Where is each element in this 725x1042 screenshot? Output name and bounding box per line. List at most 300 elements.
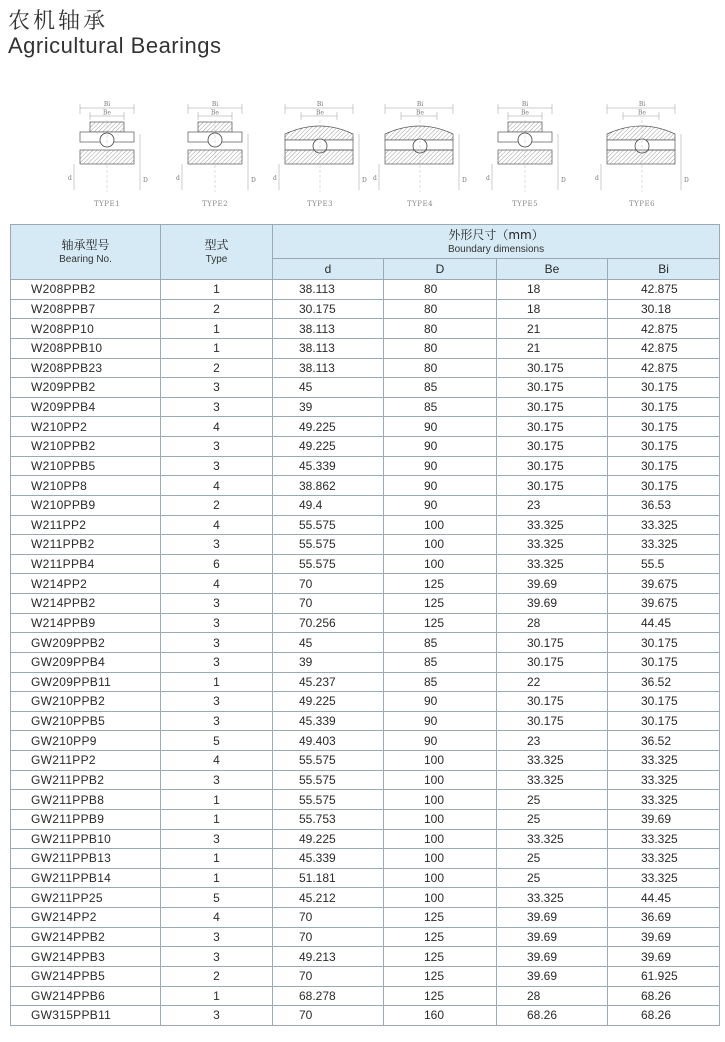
dim-label-bi: Bi	[103, 101, 111, 108]
table-row	[11, 1006, 720, 1026]
table-row	[11, 829, 720, 849]
cell-type: 3	[161, 711, 273, 731]
table-row	[11, 594, 720, 614]
cell-D: 125	[384, 908, 497, 928]
cell-bearing-no: W214PP2	[11, 574, 161, 594]
table-row	[11, 554, 720, 574]
table-row	[11, 574, 720, 594]
diagram-caption: TYPE2	[201, 200, 229, 208]
cell-Be: 30.175	[497, 652, 608, 672]
cell-bearing-no: W208PPB23	[11, 358, 161, 378]
dim-label-bi: Bi	[638, 101, 646, 108]
cell-type: 1	[161, 672, 273, 692]
cell-d: 39	[273, 397, 384, 417]
dim-label-be: Be	[416, 109, 424, 117]
cell-Bi: 33.325	[608, 515, 720, 535]
cell-d: 55.575	[273, 770, 384, 790]
cell-D: 85	[384, 397, 497, 417]
cell-D: 85	[384, 652, 497, 672]
cell-D: 100	[384, 809, 497, 829]
cell-Bi: 44.45	[608, 613, 720, 633]
cell-D: 125	[384, 594, 497, 614]
cell-bearing-no: GW214PPB3	[11, 947, 161, 967]
cell-bearing-no: W211PPB4	[11, 554, 161, 574]
dim-label-bi: Bi	[211, 101, 219, 108]
table-row	[11, 947, 720, 967]
cell-d: 45.237	[273, 672, 384, 692]
cell-D: 80	[384, 338, 497, 358]
cell-d: 70	[273, 966, 384, 986]
cell-type: 3	[161, 1006, 273, 1026]
cell-Bi: 42.875	[608, 358, 720, 378]
bearing-table	[10, 224, 720, 1026]
cell-bearing-no: GW210PP9	[11, 731, 161, 751]
bearing-table-body	[11, 280, 720, 1026]
cell-d: 68.278	[273, 986, 384, 1006]
cell-Be: 18	[497, 280, 608, 300]
cell-type: 1	[161, 868, 273, 888]
dim-label-d: d	[486, 175, 490, 182]
cell-Be: 28	[497, 986, 608, 1006]
table-row	[11, 613, 720, 633]
table-row	[11, 888, 720, 908]
cell-D: 90	[384, 495, 497, 515]
cell-type: 3	[161, 613, 273, 633]
dim-label-be: Be	[316, 109, 324, 117]
cell-bearing-no: W210PP2	[11, 417, 161, 437]
cell-D: 90	[384, 711, 497, 731]
cell-D: 100	[384, 515, 497, 535]
cell-Bi: 30.175	[608, 652, 720, 672]
cell-D: 125	[384, 986, 497, 1006]
cell-D: 85	[384, 672, 497, 692]
cell-D: 125	[384, 613, 497, 633]
cell-Bi: 30.175	[608, 397, 720, 417]
cell-Bi: 44.45	[608, 888, 720, 908]
cell-bearing-no: GW211PPB9	[11, 809, 161, 829]
cell-type: 3	[161, 947, 273, 967]
cell-D: 100	[384, 888, 497, 908]
cell-bearing-no: GW214PP2	[11, 908, 161, 928]
cell-D: 100	[384, 535, 497, 555]
cell-type: 1	[161, 809, 273, 829]
cell-bearing-no: W210PPB2	[11, 437, 161, 457]
cell-D: 80	[384, 358, 497, 378]
cell-d: 70	[273, 574, 384, 594]
cell-type: 3	[161, 437, 273, 457]
bearing-type-diagram	[480, 100, 570, 215]
bearing-type-diagram	[62, 100, 152, 215]
table-row	[11, 397, 720, 417]
diagram-caption: TYPE6	[628, 200, 656, 208]
table-row	[11, 809, 720, 829]
cell-bearing-no: W211PPB2	[11, 535, 161, 555]
cell-Be: 30.175	[497, 692, 608, 712]
cell-Be: 30.175	[497, 417, 608, 437]
table-row	[11, 515, 720, 535]
cell-D: 90	[384, 731, 497, 751]
cell-Bi: 33.325	[608, 790, 720, 810]
header-bearing-no: 轴承型号 Bearing No.	[11, 225, 161, 280]
cell-Bi: 36.53	[608, 495, 720, 515]
cell-D: 160	[384, 1006, 497, 1026]
cell-d: 55.575	[273, 751, 384, 771]
dim-label-D: D	[143, 177, 148, 184]
table-row	[11, 378, 720, 398]
cell-Bi: 30.175	[608, 437, 720, 457]
cell-type: 3	[161, 594, 273, 614]
cell-D: 125	[384, 927, 497, 947]
cell-type: 5	[161, 888, 273, 908]
cell-Be: 33.325	[497, 829, 608, 849]
cell-D: 90	[384, 417, 497, 437]
cell-type: 1	[161, 849, 273, 869]
dim-label-bi: Bi	[316, 101, 324, 108]
cell-d: 45.212	[273, 888, 384, 908]
cell-Bi: 36.52	[608, 731, 720, 751]
cell-D: 90	[384, 437, 497, 457]
cell-Bi: 39.675	[608, 594, 720, 614]
cell-Be: 39.69	[497, 594, 608, 614]
dim-label-be: Be	[638, 109, 646, 117]
cell-bearing-no: GW209PPB4	[11, 652, 161, 672]
cell-type: 3	[161, 692, 273, 712]
cell-D: 80	[384, 319, 497, 339]
cell-bearing-no: GW211PPB13	[11, 849, 161, 869]
cell-d: 55.575	[273, 515, 384, 535]
cell-Be: 30.175	[497, 397, 608, 417]
cell-Be: 33.325	[497, 515, 608, 535]
cell-D: 125	[384, 574, 497, 594]
cell-Bi: 30.175	[608, 633, 720, 653]
table-row	[11, 417, 720, 437]
cell-d: 38.113	[273, 280, 384, 300]
cell-bearing-no: GW315PPB11	[11, 1006, 161, 1026]
cell-bearing-no: GW214PPB2	[11, 927, 161, 947]
dim-label-d: d	[273, 175, 277, 182]
cell-D: 100	[384, 868, 497, 888]
cell-bearing-no: W208PPB2	[11, 280, 161, 300]
table-row	[11, 456, 720, 476]
table-row	[11, 966, 720, 986]
cell-bearing-no: W211PP2	[11, 515, 161, 535]
cell-d: 45	[273, 378, 384, 398]
cell-D: 85	[384, 633, 497, 653]
cell-Be: 25	[497, 809, 608, 829]
cell-d: 49.213	[273, 947, 384, 967]
cell-d: 49.225	[273, 417, 384, 437]
cell-Be: 33.325	[497, 554, 608, 574]
cell-bearing-no: GW210PPB5	[11, 711, 161, 731]
cell-d: 38.113	[273, 319, 384, 339]
cell-bearing-no: GW209PPB2	[11, 633, 161, 653]
dim-label-D: D	[684, 177, 689, 184]
table-row	[11, 908, 720, 928]
cell-D: 100	[384, 829, 497, 849]
cell-type: 3	[161, 652, 273, 672]
cell-Be: 21	[497, 338, 608, 358]
header-type: 型式 Type	[161, 225, 273, 280]
cell-d: 49.225	[273, 829, 384, 849]
cell-d: 38.862	[273, 476, 384, 496]
table-row	[11, 299, 720, 319]
table-row	[11, 711, 720, 731]
cell-type: 2	[161, 495, 273, 515]
cell-type: 2	[161, 299, 273, 319]
header-d: d	[273, 259, 384, 280]
cell-type: 1	[161, 986, 273, 1006]
cell-Bi: 30.175	[608, 378, 720, 398]
dim-label-D: D	[251, 177, 256, 184]
cell-d: 70.256	[273, 613, 384, 633]
cell-type: 3	[161, 770, 273, 790]
cell-D: 85	[384, 378, 497, 398]
cell-bearing-no: GW211PPB2	[11, 770, 161, 790]
header-Bi: Bi	[608, 259, 720, 280]
cell-D: 100	[384, 751, 497, 771]
cell-d: 45.339	[273, 711, 384, 731]
cell-Bi: 36.69	[608, 908, 720, 928]
diagram-caption: TYPE3	[306, 200, 334, 208]
cell-type: 3	[161, 633, 273, 653]
cell-D: 90	[384, 476, 497, 496]
cell-Be: 30.175	[497, 711, 608, 731]
cell-type: 3	[161, 829, 273, 849]
cell-Bi: 42.875	[608, 338, 720, 358]
cell-bearing-no: GW211PPB8	[11, 790, 161, 810]
cell-bearing-no: W210PPB5	[11, 456, 161, 476]
cell-d: 30.175	[273, 299, 384, 319]
cell-Be: 33.325	[497, 770, 608, 790]
table-row	[11, 535, 720, 555]
cell-bearing-no: W208PP10	[11, 319, 161, 339]
cell-Be: 39.69	[497, 966, 608, 986]
table-row	[11, 849, 720, 869]
cell-bearing-no: GW211PPB10	[11, 829, 161, 849]
cell-Be: 30.175	[497, 358, 608, 378]
cell-Be: 39.69	[497, 908, 608, 928]
cell-d: 70	[273, 594, 384, 614]
cell-Bi: 42.875	[608, 319, 720, 339]
table-row	[11, 437, 720, 457]
cell-Be: 21	[497, 319, 608, 339]
cell-D: 125	[384, 966, 497, 986]
cell-type: 4	[161, 574, 273, 594]
cell-type: 4	[161, 515, 273, 535]
dim-label-d: d	[68, 175, 72, 182]
cell-d: 45.339	[273, 456, 384, 476]
dim-label-d: d	[595, 175, 599, 182]
cell-Bi: 39.69	[608, 809, 720, 829]
dim-label-D: D	[362, 177, 367, 184]
cell-Bi: 42.875	[608, 280, 720, 300]
cell-bearing-no: GW209PPB11	[11, 672, 161, 692]
cell-d: 49.4	[273, 495, 384, 515]
cell-bearing-no: W214PPB9	[11, 613, 161, 633]
cell-type: 3	[161, 397, 273, 417]
cell-D: 100	[384, 849, 497, 869]
table-row	[11, 692, 720, 712]
cell-Be: 30.175	[497, 633, 608, 653]
cell-type: 4	[161, 751, 273, 771]
dim-label-bi: Bi	[521, 101, 529, 108]
cell-Bi: 39.69	[608, 927, 720, 947]
table-row	[11, 986, 720, 1006]
cell-Bi: 33.325	[608, 868, 720, 888]
table-row	[11, 790, 720, 810]
cell-Be: 30.175	[497, 437, 608, 457]
cell-type: 3	[161, 456, 273, 476]
cell-d: 51.181	[273, 868, 384, 888]
cell-bearing-no: W209PPB4	[11, 397, 161, 417]
table-row	[11, 358, 720, 378]
cell-bearing-no: GW210PPB2	[11, 692, 161, 712]
cell-Be: 68.26	[497, 1006, 608, 1026]
cell-Be: 28	[497, 613, 608, 633]
cell-D: 80	[384, 280, 497, 300]
dim-label-be: Be	[103, 109, 111, 117]
cell-Be: 33.325	[497, 751, 608, 771]
cell-d: 49.225	[273, 692, 384, 712]
cell-Bi: 33.325	[608, 829, 720, 849]
cell-type: 5	[161, 731, 273, 751]
cell-d: 55.575	[273, 790, 384, 810]
cell-bearing-no: W214PPB2	[11, 594, 161, 614]
cell-D: 100	[384, 790, 497, 810]
dim-label-be: Be	[211, 109, 219, 117]
bearing-type-diagram	[170, 100, 260, 215]
cell-type: 2	[161, 358, 273, 378]
cell-d: 70	[273, 908, 384, 928]
cell-bearing-no: GW211PP2	[11, 751, 161, 771]
diagram-caption: TYPE5	[511, 200, 539, 208]
cell-type: 3	[161, 927, 273, 947]
cell-D: 125	[384, 947, 497, 967]
cell-d: 70	[273, 927, 384, 947]
cell-type: 1	[161, 319, 273, 339]
cell-Be: 39.69	[497, 574, 608, 594]
cell-Bi: 30.175	[608, 476, 720, 496]
cell-type: 4	[161, 476, 273, 496]
dim-label-d: d	[176, 175, 180, 182]
page-title-en: Agricultural Bearings	[8, 33, 222, 58]
cell-type: 4	[161, 908, 273, 928]
cell-type: 1	[161, 280, 273, 300]
table-row	[11, 633, 720, 653]
cell-Be: 30.175	[497, 456, 608, 476]
cell-type: 3	[161, 378, 273, 398]
cell-d: 55.575	[273, 554, 384, 574]
table-row	[11, 652, 720, 672]
cell-Be: 18	[497, 299, 608, 319]
cell-bearing-no: GW214PPB6	[11, 986, 161, 1006]
cell-D: 100	[384, 770, 497, 790]
cell-Bi: 33.325	[608, 770, 720, 790]
cell-D: 90	[384, 692, 497, 712]
cell-Bi: 30.175	[608, 692, 720, 712]
cell-Be: 30.175	[497, 476, 608, 496]
cell-Be: 39.69	[497, 927, 608, 947]
header-D: D	[384, 259, 497, 280]
table-row	[11, 476, 720, 496]
cell-D: 90	[384, 456, 497, 476]
cell-d: 38.113	[273, 338, 384, 358]
cell-d: 49.403	[273, 731, 384, 751]
cell-type: 4	[161, 417, 273, 437]
cell-Bi: 30.175	[608, 417, 720, 437]
diagram-caption: TYPE1	[93, 200, 121, 208]
cell-Be: 39.69	[497, 947, 608, 967]
cell-bearing-no: GW211PP25	[11, 888, 161, 908]
cell-Be: 25	[497, 790, 608, 810]
cell-d: 45.339	[273, 849, 384, 869]
cell-Bi: 36.52	[608, 672, 720, 692]
table-row	[11, 751, 720, 771]
cell-Be: 25	[497, 849, 608, 869]
cell-Bi: 33.325	[608, 849, 720, 869]
cell-Bi: 33.325	[608, 751, 720, 771]
cell-Bi: 68.26	[608, 1006, 720, 1026]
table-row	[11, 770, 720, 790]
dim-label-d: d	[373, 175, 377, 182]
cell-Bi: 30.175	[608, 711, 720, 731]
cell-Be: 25	[497, 868, 608, 888]
bearing-type-diagram	[597, 100, 687, 215]
cell-Bi: 39.675	[608, 574, 720, 594]
cell-Be: 23	[497, 731, 608, 751]
cell-type: 2	[161, 966, 273, 986]
cell-D: 100	[384, 554, 497, 574]
diagram-caption: TYPE4	[406, 200, 434, 208]
cell-type: 3	[161, 535, 273, 555]
table-row	[11, 280, 720, 300]
bearing-type-diagram	[375, 100, 465, 215]
cell-Bi: 30.18	[608, 299, 720, 319]
cell-Bi: 68.26	[608, 986, 720, 1006]
dim-label-D: D	[462, 177, 467, 184]
cell-d: 55.753	[273, 809, 384, 829]
dim-label-bi: Bi	[416, 101, 424, 108]
cell-D: 80	[384, 299, 497, 319]
table-row	[11, 338, 720, 358]
cell-Be: 30.175	[497, 378, 608, 398]
dim-label-be: Be	[521, 109, 529, 117]
cell-bearing-no: W209PPB2	[11, 378, 161, 398]
cell-bearing-no: W208PPB7	[11, 299, 161, 319]
cell-Be: 22	[497, 672, 608, 692]
cell-type: 6	[161, 554, 273, 574]
cell-Bi: 30.175	[608, 456, 720, 476]
cell-Bi: 55.5	[608, 554, 720, 574]
dim-label-D: D	[561, 177, 566, 184]
cell-Be: 33.325	[497, 888, 608, 908]
cell-d: 45	[273, 633, 384, 653]
cell-Be: 23	[497, 495, 608, 515]
table-row	[11, 868, 720, 888]
cell-d: 38.113	[273, 358, 384, 378]
cell-bearing-no: GW214PPB5	[11, 966, 161, 986]
cell-Bi: 61.925	[608, 966, 720, 986]
cell-d: 49.225	[273, 437, 384, 457]
header-Be: Be	[497, 259, 608, 280]
table-row	[11, 672, 720, 692]
cell-Bi: 39.69	[608, 947, 720, 967]
cell-Be: 33.325	[497, 535, 608, 555]
table-row	[11, 927, 720, 947]
bearing-type-diagram	[275, 100, 365, 215]
cell-bearing-no: W208PPB10	[11, 338, 161, 358]
table-row	[11, 495, 720, 515]
